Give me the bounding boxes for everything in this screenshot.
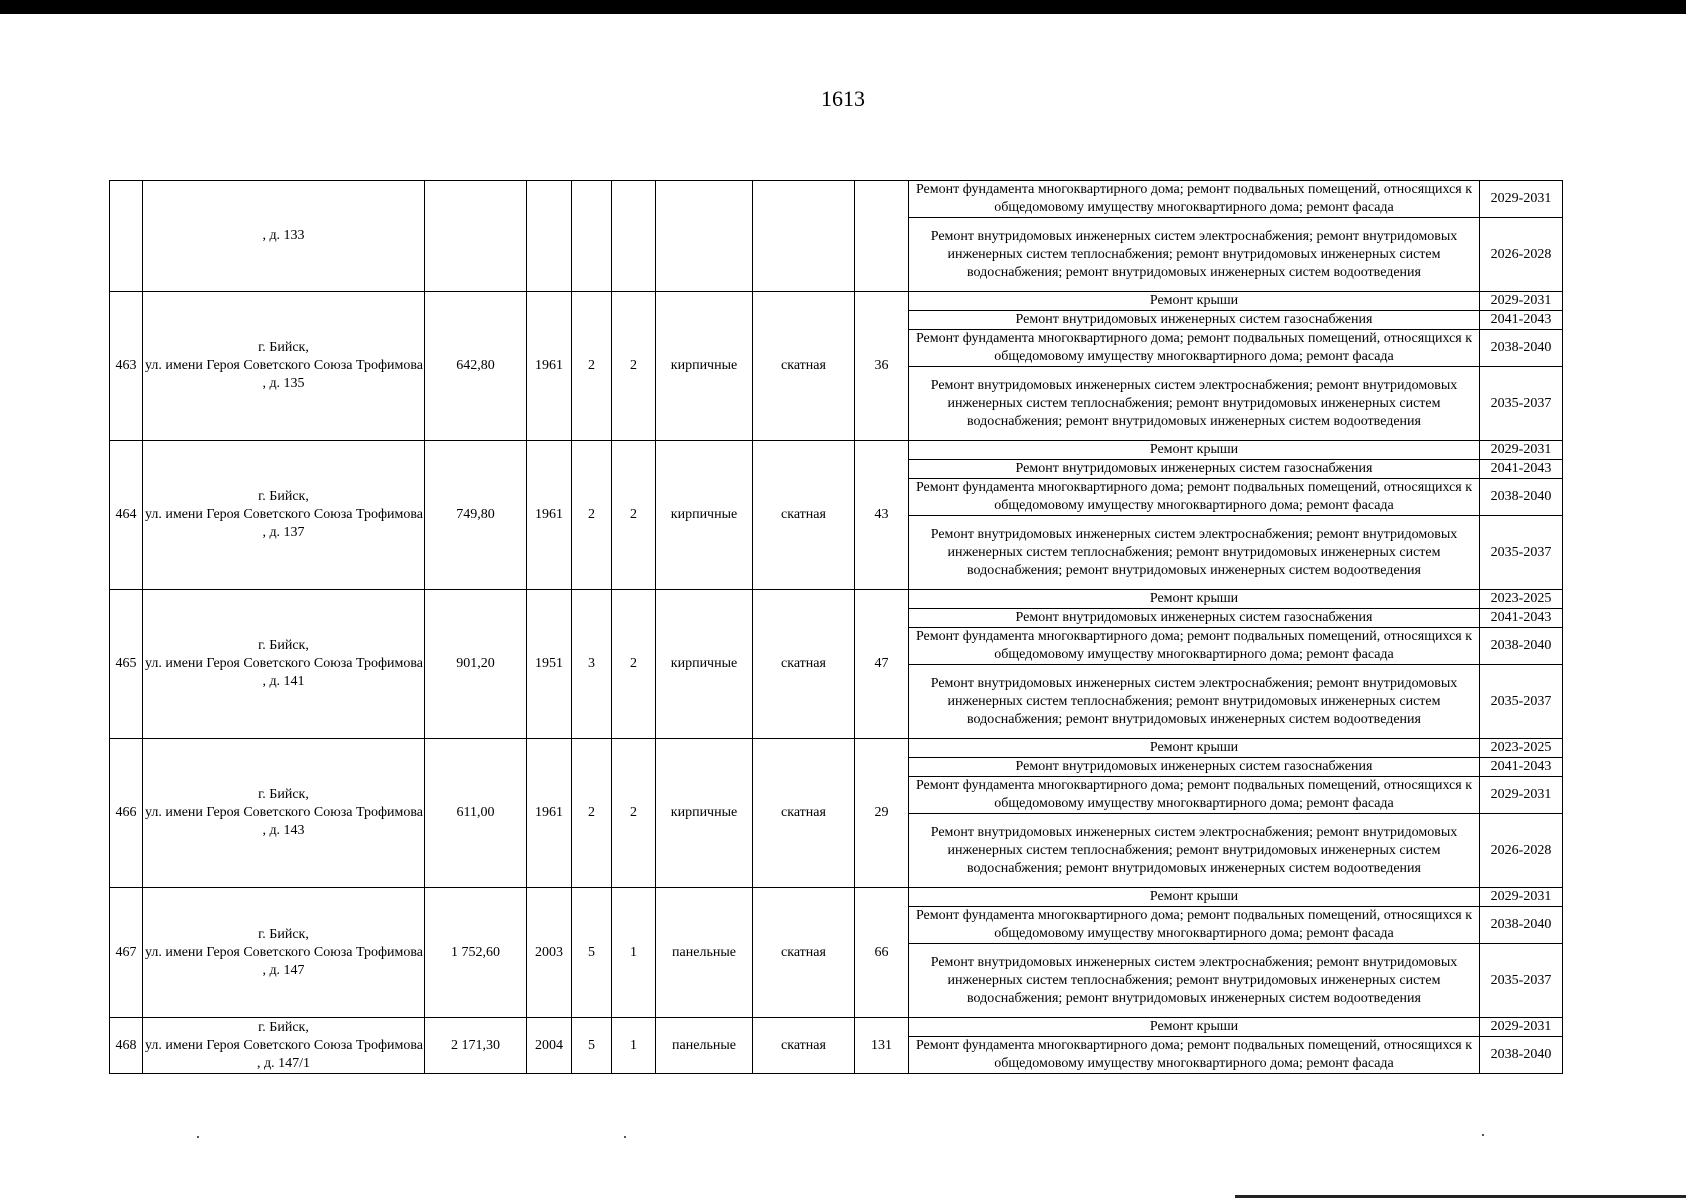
overhaul-register-table <box>109 180 1563 1074</box>
work-period: 2038-2040 <box>1480 479 1563 516</box>
work-period: 2029-2031 <box>1480 777 1563 814</box>
residents-cell: 66 <box>855 888 909 1018</box>
work-description: Ремонт внутридомовых инженерных систем электроснабжения; ремонт внутридомовых инженерных систем теплоснабжения; ремонт внутридомовых инженерных систем водоснабжения; ремонт внутридомовых инженерных систем водоотведения <box>909 516 1480 590</box>
entrances-cell: 2 <box>612 292 656 441</box>
work-period: 2041-2043 <box>1480 460 1563 479</box>
work-description: Ремонт внутридомовых инженерных систем электроснабжения; ремонт внутридомовых инженерных систем теплоснабжения; ремонт внутридомовых инженерных систем водоснабжения; ремонт внутридомовых инженерных систем водоотведения <box>909 665 1480 739</box>
wall-material-cell: панельные <box>656 888 753 1018</box>
wall-material-cell: кирпичные <box>656 441 753 590</box>
work-period: 2041-2043 <box>1480 758 1563 777</box>
work-description: Ремонт фундамента многоквартирного дома; ремонт подвальных помещений, относящихся к общедомовому имуществу многоквартирного дома; ремонт фасада <box>909 907 1480 944</box>
table-row <box>110 441 1563 460</box>
roof-type-cell: скатная <box>753 292 855 441</box>
row-number-cell: 468 <box>110 1018 143 1074</box>
work-description: Ремонт внутридомовых инженерных систем газоснабжения <box>909 609 1480 628</box>
address-city: г. Бийск, <box>258 340 309 355</box>
address-street: ул. имени Героя Советского Союза Трофимова <box>145 1037 424 1053</box>
work-description: Ремонт внутридомовых инженерных систем электроснабжения; ремонт внутридомовых инженерных систем теплоснабжения; ремонт внутридомовых инженерных систем водоснабжения; ремонт внутридомовых инженерных систем водоотведения <box>909 218 1480 292</box>
work-period: 2026-2028 <box>1480 814 1563 888</box>
entrances-cell: 1 <box>612 1018 656 1074</box>
work-period: 2041-2043 <box>1480 311 1563 330</box>
wall-material-cell: кирпичные <box>656 590 753 739</box>
address-street: ул. имени Героя Советского Союза Трофимова <box>145 507 424 522</box>
residents-cell: 131 <box>855 1018 909 1074</box>
house-number: , д. 147/1 <box>256 1055 310 1071</box>
address-city: г. Бийск, <box>258 1019 309 1035</box>
work-period: 2038-2040 <box>1480 628 1563 665</box>
address-cell <box>143 441 425 590</box>
address-city: г. Бийск, <box>258 787 309 802</box>
address-cell <box>143 739 425 888</box>
empty-cell <box>572 181 612 292</box>
work-description: Ремонт фундамента многоквартирного дома; ремонт подвальных помещений, относящихся к общедомовому имуществу многоквартирного дома; ремонт фасада <box>909 1037 1480 1074</box>
house-number: , д. 141 <box>262 674 305 689</box>
empty-cell <box>612 181 656 292</box>
empty-cell <box>656 181 753 292</box>
work-period: 2029-2031 <box>1480 441 1563 460</box>
floors-cell: 5 <box>572 888 612 1018</box>
floors-cell: 2 <box>572 441 612 590</box>
work-period: 2026-2028 <box>1480 218 1563 292</box>
work-period: 2038-2040 <box>1480 1037 1563 1074</box>
empty-cell <box>855 181 909 292</box>
row-number-cell: 464 <box>110 441 143 590</box>
table-row <box>110 1018 1563 1037</box>
table-row <box>110 292 1563 311</box>
work-period: 2029-2031 <box>1480 181 1563 218</box>
wall-material-cell: кирпичные <box>656 739 753 888</box>
residents-cell: 47 <box>855 590 909 739</box>
table-body <box>110 181 1563 1074</box>
roof-type-cell: скатная <box>753 590 855 739</box>
work-description: Ремонт внутридомовых инженерных систем электроснабжения; ремонт внутридомовых инженерных систем теплоснабжения; ремонт внутридомовых инженерных систем водоснабжения; ремонт внутридомовых инженерных систем водоотведения <box>909 367 1480 441</box>
scan-speck <box>624 1136 626 1138</box>
work-period: 2041-2043 <box>1480 609 1563 628</box>
work-description: Ремонт крыши <box>909 1018 1480 1037</box>
work-description: Ремонт крыши <box>909 590 1480 609</box>
table-row <box>110 590 1563 609</box>
work-period: 2038-2040 <box>1480 907 1563 944</box>
floors-cell: 3 <box>572 590 612 739</box>
row-number-cell: 465 <box>110 590 143 739</box>
house-number: , д. 143 <box>262 823 305 838</box>
work-description: Ремонт фундамента многоквартирного дома; ремонт подвальных помещений, относящихся к общедомовому имуществу многоквартирного дома; ремонт фасада <box>909 628 1480 665</box>
build-year-cell: 1951 <box>527 590 572 739</box>
row-number-cell: 463 <box>110 292 143 441</box>
work-description: Ремонт внутридомовых инженерных систем электроснабжения; ремонт внутридомовых инженерных систем теплоснабжения; ремонт внутридомовых инженерных систем водоснабжения; ремонт внутридомовых инженерных систем водоотведения <box>909 944 1480 1018</box>
work-description: Ремонт фундамента многоквартирного дома; ремонт подвальных помещений, относящихся к общедомовому имуществу многоквартирного дома; ремонт фасада <box>909 181 1480 218</box>
address-street: ул. имени Героя Советского Союза Трофимова <box>145 944 424 960</box>
address-cell <box>143 888 425 1018</box>
address-street: ул. имени Героя Советского Союза Трофимова <box>145 656 424 671</box>
wall-material-cell: кирпичные <box>656 292 753 441</box>
house-number: , д. 135 <box>262 376 305 391</box>
empty-cell <box>425 181 527 292</box>
work-period: 2023-2025 <box>1480 590 1563 609</box>
work-period: 2035-2037 <box>1480 665 1563 739</box>
house-number: , д. 147 <box>262 962 305 978</box>
wall-material-cell: панельные <box>656 1018 753 1074</box>
address-street: ул. имени Героя Советского Союза Трофимова <box>145 805 424 820</box>
roof-type-cell: скатная <box>753 1018 855 1074</box>
total-area-cell: 2 171,30 <box>425 1018 527 1074</box>
empty-cell <box>753 181 855 292</box>
row-number-cell <box>110 181 143 292</box>
residents-cell: 29 <box>855 739 909 888</box>
work-description: Ремонт крыши <box>909 292 1480 311</box>
work-period: 2023-2025 <box>1480 739 1563 758</box>
roof-type-cell: скатная <box>753 739 855 888</box>
build-year-cell: 1961 <box>527 441 572 590</box>
row-number-cell: 467 <box>110 888 143 1018</box>
address-city: г. Бийск, <box>258 489 309 504</box>
address-street: ул. имени Героя Советского Союза Трофимова <box>145 358 424 373</box>
build-year-cell: 1961 <box>527 739 572 888</box>
work-description: Ремонт крыши <box>909 441 1480 460</box>
roof-type-cell: скатная <box>753 888 855 1018</box>
work-description: Ремонт внутридомовых инженерных систем газоснабжения <box>909 758 1480 777</box>
house-number: , д. 137 <box>262 525 305 540</box>
address-cell <box>143 590 425 739</box>
table-row <box>110 739 1563 758</box>
scan-speck <box>197 1136 199 1138</box>
work-description: Ремонт внутридомовых инженерных систем газоснабжения <box>909 460 1480 479</box>
scan-top-border <box>0 0 1686 14</box>
work-period: 2029-2031 <box>1480 888 1563 907</box>
total-area-cell: 901,20 <box>425 590 527 739</box>
floors-cell: 5 <box>572 1018 612 1074</box>
floors-cell: 2 <box>572 739 612 888</box>
table-row <box>110 888 1563 907</box>
total-area-cell: 749,80 <box>425 441 527 590</box>
address-cell <box>143 292 425 441</box>
work-description: Ремонт крыши <box>909 739 1480 758</box>
build-year-cell: 1961 <box>527 292 572 441</box>
table-row <box>110 181 1563 218</box>
total-area-cell: 1 752,60 <box>425 888 527 1018</box>
work-description: Ремонт фундамента многоквартирного дома; ремонт подвальных помещений, относящихся к общедомовому имуществу многоквартирного дома; ремонт фасада <box>909 330 1480 367</box>
work-period: 2029-2031 <box>1480 292 1563 311</box>
address-city: г. Бийск, <box>258 926 309 942</box>
entrances-cell: 2 <box>612 590 656 739</box>
work-period: 2038-2040 <box>1480 330 1563 367</box>
residents-cell: 36 <box>855 292 909 441</box>
entrances-cell: 2 <box>612 739 656 888</box>
work-description: Ремонт внутридомовых инженерных систем электроснабжения; ремонт внутридомовых инженерных систем теплоснабжения; ремонт внутридомовых инженерных систем водоснабжения; ремонт внутридомовых инженерных систем водоотведения <box>909 814 1480 888</box>
address-city: г. Бийск, <box>258 638 309 653</box>
floors-cell: 2 <box>572 292 612 441</box>
build-year-cell: 2004 <box>527 1018 572 1074</box>
work-description: Ремонт фундамента многоквартирного дома; ремонт подвальных помещений, относящихся к общедомовому имуществу многоквартирного дома; ремонт фасада <box>909 777 1480 814</box>
empty-cell <box>527 181 572 292</box>
house-number: , д. 133 <box>262 228 305 243</box>
work-period: 2035-2037 <box>1480 367 1563 441</box>
work-period: 2029-2031 <box>1480 1018 1563 1037</box>
entrances-cell: 1 <box>612 888 656 1018</box>
page-number: 1613 <box>821 86 865 111</box>
work-description: Ремонт крыши <box>909 888 1480 907</box>
total-area-cell: 642,80 <box>425 292 527 441</box>
work-description: Ремонт внутридомовых инженерных систем газоснабжения <box>909 311 1480 330</box>
total-area-cell: 611,00 <box>425 739 527 888</box>
work-period: 2035-2037 <box>1480 516 1563 590</box>
build-year-cell: 2003 <box>527 888 572 1018</box>
residents-cell: 43 <box>855 441 909 590</box>
row-number-cell: 466 <box>110 739 143 888</box>
scan-speck <box>1482 1134 1484 1136</box>
entrances-cell: 2 <box>612 441 656 590</box>
work-description: Ремонт фундамента многоквартирного дома; ремонт подвальных помещений, относящихся к общедомовому имуществу многоквартирного дома; ремонт фасада <box>909 479 1480 516</box>
scan-bottom-edge <box>1235 1195 1686 1198</box>
address-cell <box>143 181 425 292</box>
work-period: 2035-2037 <box>1480 944 1563 1018</box>
roof-type-cell: скатная <box>753 441 855 590</box>
address-cell <box>143 1018 425 1074</box>
